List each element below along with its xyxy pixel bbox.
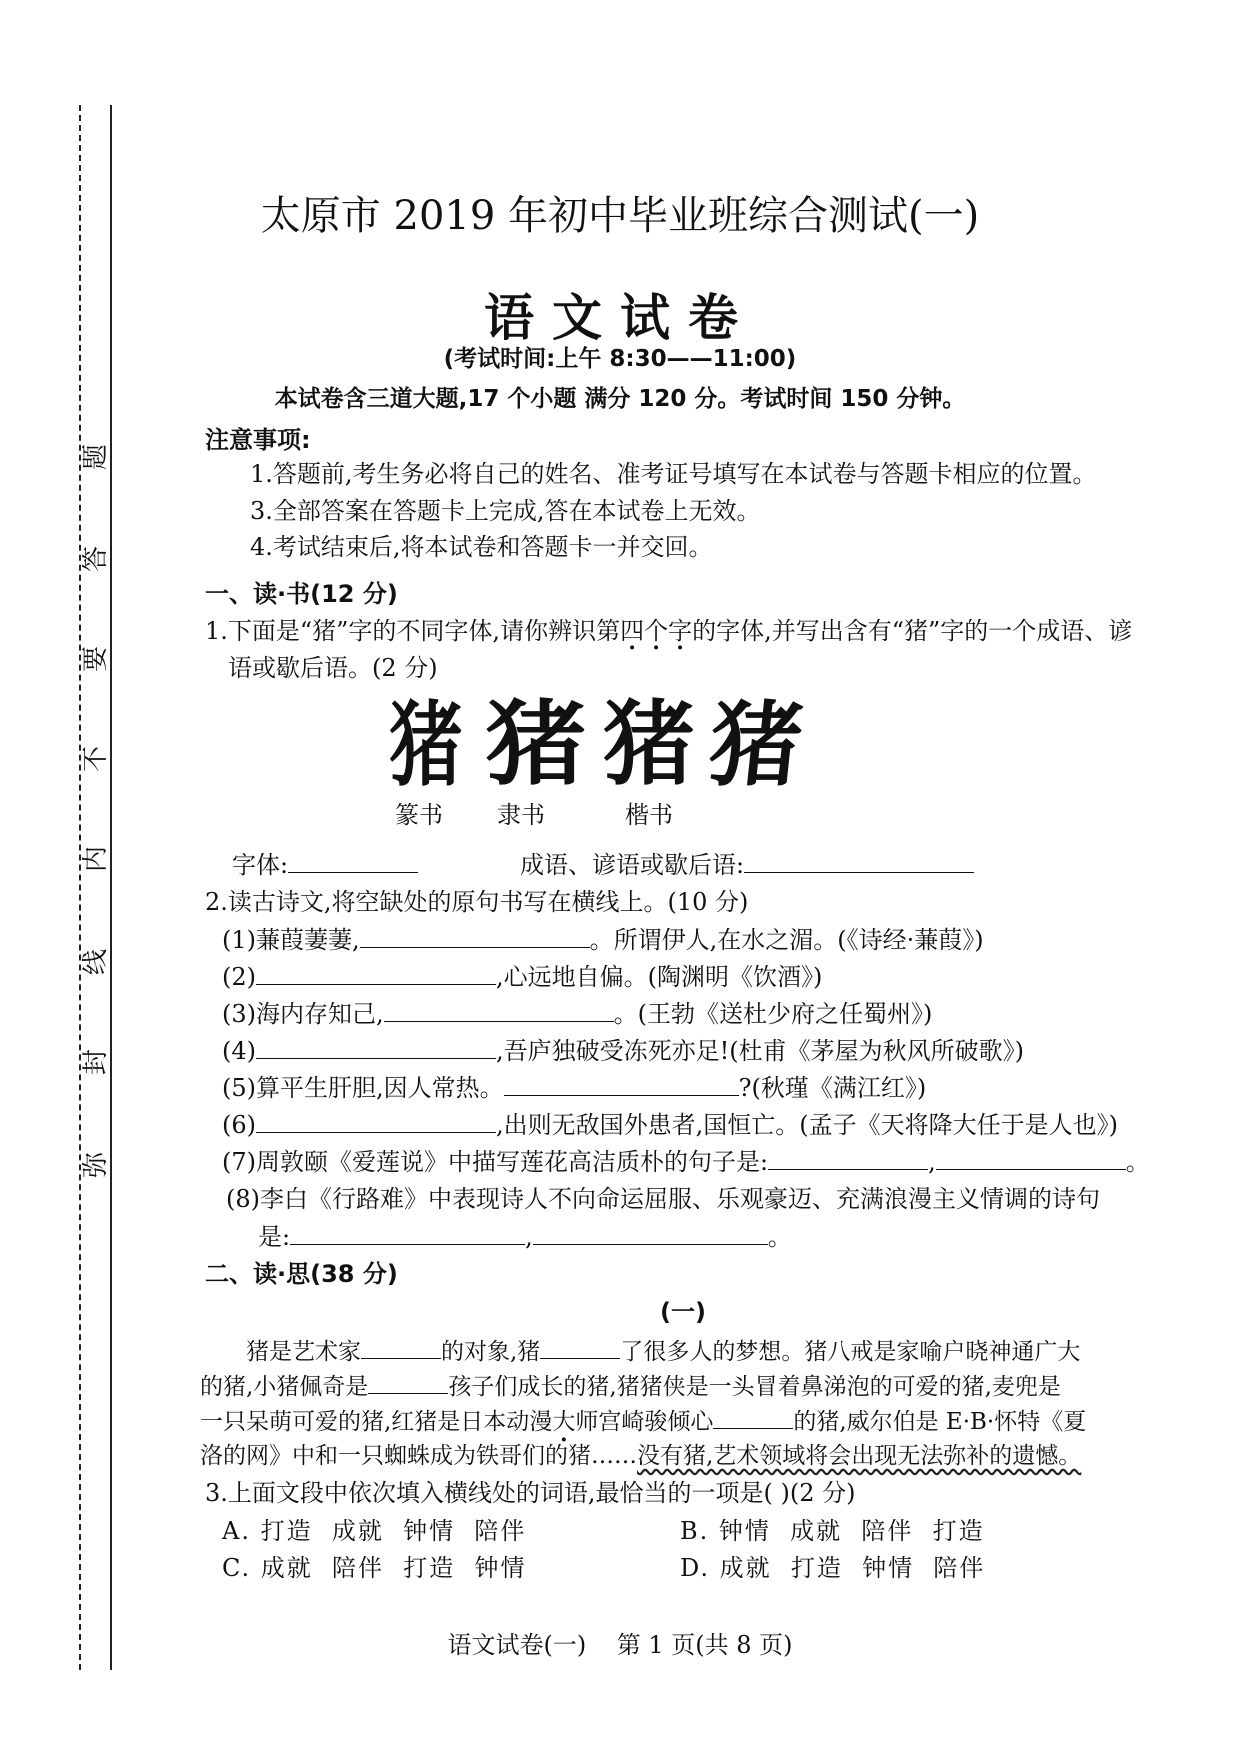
option-c[interactable]: C. 成就 陪伴 打造 钟情 — [222, 1554, 527, 1582]
option-b[interactable]: B. 钟情 成就 陪伴 打造 — [680, 1517, 985, 1545]
seal-char: 题 — [81, 443, 111, 470]
section-heading: 一、读·书(12 分) — [205, 580, 398, 608]
seal-char: 不 — [81, 745, 111, 772]
question-3-stem: 3.上面文段中依次填入横线处的词语,最恰当的一项是( )(2 分) — [205, 1479, 856, 1507]
poem-fill-item: (2) ,心远地自偏。(陶渊明《饮酒》) — [222, 960, 822, 993]
answer-blank[interactable] — [384, 997, 614, 1022]
answer-blank[interactable] — [256, 960, 496, 985]
seal-char: 内 — [81, 845, 111, 872]
answer-blank[interactable] — [256, 1108, 496, 1133]
subject-title: 语文试卷 — [484, 289, 756, 347]
question-1-line: 语或歇后语。(2 分) — [228, 654, 438, 682]
poem-fill-item: 是: , 。 — [258, 1220, 792, 1253]
answer-blank[interactable] — [290, 1220, 525, 1245]
glyph-caption: 隶书 — [497, 801, 545, 829]
passage-line: 洛的网》中和一只蜘蛛成为铁哥们的猪……没有猪,艺术领域将会出现无法弥补的遗憾。 — [200, 1443, 1082, 1469]
poem-fill-item: (7)周敦颐《爱莲说》中描写莲花高洁质朴的句子是: , 。 — [222, 1145, 1150, 1178]
notice-item: 3.全部答案在答题卡上完成,答在本试卷上无效。 — [250, 497, 761, 525]
seal-script-glyph: 猪 — [389, 691, 463, 799]
exam-info: 本试卷含三道大题,17 个小题 满分 120 分。考试时间 150 分钟。 — [274, 386, 966, 412]
poem-fill-item: (1)蒹葭萋萋, 。所谓伊人,在水之湄。(《诗经·蒹葭》) — [222, 923, 984, 956]
answer-blank[interactable] — [768, 1145, 928, 1170]
passage-line: 一只呆萌可爱的猪,红猪是日本动漫大师宫崎骏倾心 的猪,威尔伯是 E·B·怀特《夏 — [200, 1404, 1150, 1439]
answer-blank[interactable] — [360, 923, 590, 948]
glyph-caption: 篆书 — [395, 801, 443, 829]
option-d[interactable]: D. 成就 打造 钟情 陪伴 — [680, 1554, 986, 1582]
option-a[interactable]: A. 打造 成就 钟情 陪伴 — [222, 1517, 527, 1545]
font-answer-field: 字体: — [232, 848, 418, 881]
answer-blank[interactable] — [936, 1145, 1126, 1170]
question-1-line: 1.下面是“猪”字的不同字体,请你辨识第四个字的字体,并写出含有“猪”字的一个成语、谚 — [205, 617, 1133, 645]
section-heading: 二、读·思(38 分) — [205, 1260, 398, 1288]
wavy-underlined-sentence: 没有猪,艺术领域将会出现无法弥补的遗憾。 — [637, 1443, 1082, 1469]
answer-blank[interactable] — [533, 1220, 768, 1245]
poem-fill-item: (6) ,出则无敌国外患者,国恒亡。(孟子《天将降大任于是人也》) — [222, 1108, 1118, 1141]
answer-blank[interactable] — [744, 848, 974, 873]
clerical-script-glyph: 猪 — [485, 691, 587, 798]
notice-heading: 注意事项: — [205, 426, 311, 454]
regular-script-glyph: 猪 — [603, 694, 696, 796]
answer-blank[interactable] — [713, 1404, 793, 1429]
page-footer: 语文试卷(一) 第 1 页(共 8 页) — [447, 1631, 793, 1659]
seal-char: 弥 — [81, 1151, 111, 1178]
answer-blank[interactable] — [361, 1334, 441, 1359]
notice-item: 4.考试结束后,将本试卷和答题卡一并交回。 — [250, 533, 713, 561]
answer-blank[interactable] — [368, 1369, 448, 1394]
idiom-answer-field: 成语、谚语或歇后语: — [520, 848, 974, 881]
answer-blank[interactable] — [256, 1034, 496, 1059]
seal-char: 封 — [81, 1048, 111, 1075]
notice-item: 1.答题前,考生务必将自己的姓名、准考证号填写在本试卷与答题卡相应的位置。 — [250, 460, 1097, 488]
answer-blank[interactable] — [540, 1334, 620, 1359]
question-2-intro: 2.读古诗文,将空缺处的原句书写在横线上。(10 分) — [205, 888, 749, 916]
answer-blank[interactable] — [504, 1071, 739, 1096]
poem-fill-item: (8)李白《行路难》中表现诗人不向命运屈服、乐观豪迈、充满浪漫主义情调的诗句 — [226, 1185, 1100, 1213]
poem-fill-item: (5)算平生肝胆,因人常热。 ?(秋瑾《满江红》) — [222, 1071, 926, 1104]
passage-line: 猪是艺术家 的对象,猪 了很多人的梦想。猪八戒是家喻户晓神通广大 — [200, 1334, 1150, 1369]
passage-line: 的猪,小猪佩奇是 孩子们成长的猪,猪猪侠是一头冒着鼻涕泡的可爱的猪,麦兜是 — [200, 1369, 1150, 1404]
seal-char: 要 — [81, 645, 111, 672]
poem-fill-item: (4) ,吾庐独破受冻死亦足!(杜甫《茅屋为秋风所破歌》) — [222, 1034, 1024, 1067]
exam-title: 太原市 2019 年初中毕业班综合测试(一) — [260, 193, 980, 239]
glyph-caption: 楷书 — [625, 801, 673, 829]
reading-part-label: (一) — [660, 1298, 706, 1326]
seal-char: 线 — [81, 948, 111, 975]
answer-blank[interactable] — [288, 848, 418, 873]
poem-fill-item: (3)海内存知己, 。(王勃《送杜少府之任蜀州》) — [222, 997, 932, 1030]
exam-time: (考试时间:上午 8:30——11:00) — [443, 346, 797, 372]
fourth-script-glyph: 猪 — [704, 691, 808, 799]
seal-char: 答 — [81, 545, 111, 572]
